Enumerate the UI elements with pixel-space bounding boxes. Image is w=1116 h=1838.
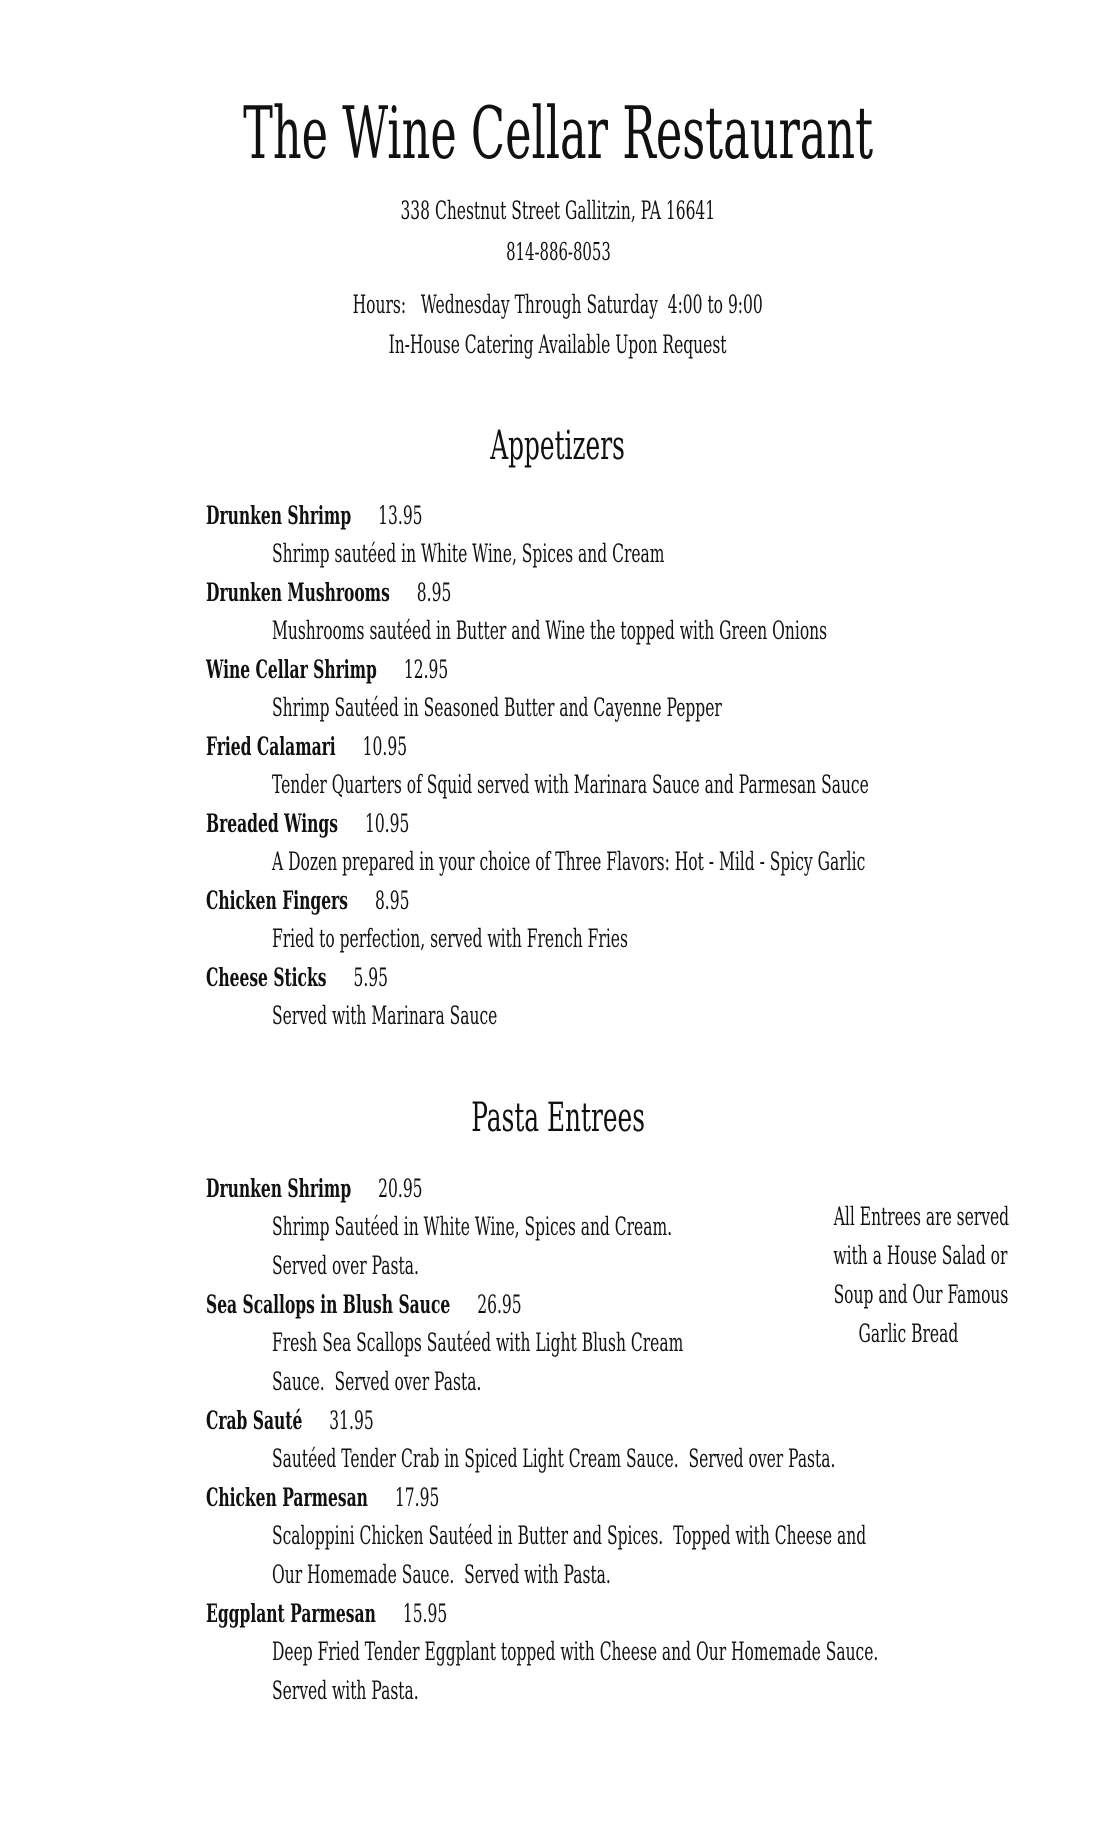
menu-item-description [272, 923, 846, 955]
hours-line [0, 288, 1116, 322]
item-name-text: Drunken Shrimp [206, 501, 352, 530]
item-name-text: Drunken Mushrooms [206, 578, 390, 607]
item-description-line: A Dozen prepared in your choice of Three Flavors: Hot - Mild - Spicy Garlic [272, 847, 866, 876]
catering-line [0, 328, 1116, 362]
item-price: 20.95 [378, 1174, 423, 1203]
side-note-line: Soup and Our Famous [833, 1280, 1009, 1309]
side-note-line: with a House Salad or [833, 1241, 1008, 1270]
side-note-line: Garlic Bread [858, 1319, 958, 1348]
item-price: 17.95 [394, 1483, 440, 1512]
menu-item-description [272, 1636, 1116, 1668]
pasta-heading-line [0, 1092, 1116, 1144]
menu-item-description [272, 1000, 635, 1032]
menu-item-description [272, 692, 998, 724]
item-description-line: Scaloppini Chicken Sautéed in Butter and Spices. Topped with Cheese and [272, 1521, 867, 1550]
menu-item-name [206, 885, 534, 917]
phone-line [0, 236, 1116, 268]
restaurant-title: The Wine Cellar Restaurant [242, 91, 874, 175]
menu-item-description [272, 1559, 819, 1591]
appetizers-heading-line [0, 420, 1116, 472]
menu-item-description [272, 615, 1116, 647]
menu-item-name [206, 654, 597, 686]
pasta-heading: Pasta Entrees [471, 1095, 645, 1141]
item-name-text: Sea Scallops in Blush Sauce [206, 1290, 451, 1319]
menu-item-description [272, 1675, 509, 1707]
item-description-line: Tender Quarters of Squid served with Marinara Sauce and Parmesan Sauce [272, 770, 869, 799]
restaurant-hours: Hours: Wednesday Through Saturday 4:00 to 9:00 [352, 290, 764, 319]
menu-item-name [206, 1598, 595, 1630]
item-description-line: Our Homemade Sauce. Served with Pasta. [272, 1560, 611, 1589]
menu-item-name [206, 500, 555, 532]
item-name-text: Drunken Shrimp [206, 1174, 352, 1203]
item-description-line: Deep Fried Tender Eggplant topped with Cheese and Our Homemade Sauce. [272, 1637, 879, 1666]
menu-item-name [206, 808, 534, 840]
item-price: 13.95 [378, 501, 423, 530]
item-price: 15.95 [402, 1599, 448, 1628]
item-name-text: Breaded Wings [206, 809, 338, 838]
item-name-text: Fried Calamari [206, 732, 336, 761]
item-price: 10.95 [364, 809, 410, 838]
menu-item-description [272, 1250, 509, 1282]
menu-item-description [272, 846, 1116, 878]
item-description-line: Sautéed Tender Crab in Spiced Light Cream Sauce. Served over Pasta. [272, 1444, 836, 1473]
item-description-line: Shrimp Sautéed in Seasoned Butter and Cayenne Pepper [272, 693, 722, 722]
address-line [0, 194, 1116, 228]
catering-note: In-House Catering Available Upon Request [389, 330, 727, 359]
item-price: 26.95 [477, 1290, 522, 1319]
menu-item-name [206, 962, 500, 994]
menu-item-name [206, 1173, 555, 1205]
menu-item-name [206, 577, 602, 609]
item-name-text: Chicken Parmesan [206, 1483, 368, 1512]
menu-item-name [206, 1289, 715, 1321]
menu-item-description [272, 1520, 1116, 1552]
item-name-text: Crab Sauté [206, 1406, 303, 1435]
item-description-line: Fresh Sea Scallops Sautéed with Light Blush Cream [272, 1328, 684, 1357]
menu-item-name [206, 1482, 582, 1514]
item-description-line: Mushrooms sautéed in Butter and Wine the topped with Green Onions [272, 616, 828, 645]
item-name-text: Eggplant Parmesan [206, 1599, 376, 1628]
item-price: 8.95 [374, 886, 410, 915]
item-name-text: Cheese Sticks [206, 963, 327, 992]
restaurant-phone: 814-886-8053 [505, 238, 611, 266]
menu-item-name [206, 1405, 476, 1437]
item-description-line: Shrimp sautéed in White Wine, Spices and Cream [272, 539, 665, 568]
item-description-line: Served with Marinara Sauce [272, 1001, 498, 1030]
item-name-text: Wine Cellar Shrimp [206, 655, 377, 684]
item-price: 10.95 [362, 732, 408, 761]
item-description-line: Fried to perfection, served with French Fries [272, 924, 628, 953]
item-price: 12.95 [403, 655, 449, 684]
restaurant-address: 338 Chestnut Street Gallitzin, PA 16641 [400, 196, 716, 225]
menu-item-description [272, 1443, 1116, 1475]
item-description-line: Served with Pasta. [272, 1676, 419, 1705]
item-price: 5.95 [353, 963, 388, 992]
item-price: 31.95 [329, 1406, 374, 1435]
item-description-line: Served over Pasta. [272, 1251, 419, 1280]
item-description-line: Shrimp Sautéed in White Wine, Spices and Cream. [272, 1212, 673, 1241]
side-note-line: All Entrees are served [833, 1202, 1010, 1231]
menu-item-name [206, 731, 530, 763]
item-description-line: Sauce. Served over Pasta. [272, 1367, 482, 1396]
menu-item-description [272, 769, 1116, 801]
entree-side-note [780, 1197, 1036, 1353]
menu-item-description [272, 538, 905, 570]
item-price: 8.95 [416, 578, 452, 607]
menu-item-description [272, 1366, 610, 1398]
item-name-text: Chicken Fingers [206, 886, 348, 915]
appetizers-heading: Appetizers [490, 423, 626, 469]
restaurant-title-line [0, 88, 1116, 178]
